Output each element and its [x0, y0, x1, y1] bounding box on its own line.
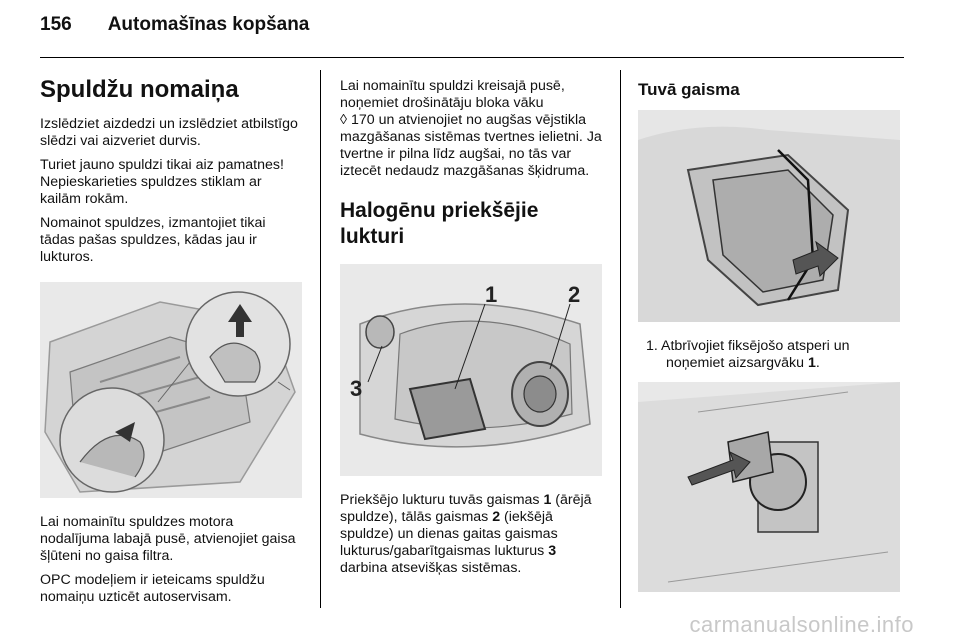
column-3 — [638, 80, 900, 592]
watermark: carmanualsonline.info — [689, 612, 914, 637]
paragraph — [340, 492, 602, 577]
page-section-title: Automašīnas kopšana — [107, 14, 310, 35]
section-heading: Tuvā gaisma — [638, 80, 740, 99]
page-header — [40, 14, 309, 36]
callout-1: 1 — [485, 282, 498, 307]
callout-2: 2 — [568, 282, 581, 307]
column-2 — [340, 78, 602, 584]
text-run: (ārējā spuldze), tālās gaismas — [340, 492, 592, 525]
header-rule — [40, 57, 904, 58]
paragraph: Nomainot spuldzes, izmantojiet tikai tādas pašas spuldzes, kādas jau ir lukturos. — [40, 215, 266, 265]
paragraph: Lai nomainītu spuldzes motora nodalījuma labajā pusē, atvienojiet gaisa šļūteni no gaisa filtra. — [40, 514, 296, 564]
bold-ref: 1 — [807, 355, 816, 371]
engine-bay-illustration — [40, 282, 302, 498]
text-run: Priekšējo lukturu tuvās gaismas — [340, 492, 544, 508]
paragraph: Turiet jauno spuldzi tikai aiz pamatnes! Nepieskarieties spuldzes stiklam ar kailām rokām. — [40, 157, 284, 207]
step-text: Atbrīvojiet fiksējošo atsperi un noņemiet aizsargvāku — [661, 338, 850, 371]
text-run: . — [815, 355, 820, 371]
column-divider-2 — [620, 70, 621, 608]
page-number: 156 — [40, 14, 72, 35]
paragraph-ref: ◊ 170 un atvienojiet no augšas vējstikla mazgāšanas sistēmas tvertnes ielietni. Ja tvertne ir pilna līdz augšai, no tās var iztecēt nedaudz mazgāšanas šķidruma. — [340, 112, 602, 179]
bulb-connector-illustration — [638, 382, 900, 592]
section-heading: Halogēnu priekšējie lukturi — [340, 199, 539, 248]
step-1 — [644, 338, 900, 372]
headlight-cover-illustration — [638, 110, 900, 322]
step-number: 1. — [646, 338, 658, 354]
bold-ref: 3 — [548, 543, 557, 559]
paragraph: Lai nomainītu spuldzi kreisajā pusē, noņemiet drošinātāju bloka vāku — [340, 78, 565, 111]
paragraph: OPC modeļiem ir ieteicams spuldžu nomaiņu uzticēt autoservisam. — [40, 572, 265, 605]
bold-ref: 1 — [543, 492, 552, 508]
paragraph: Izslēdziet aizdedzi un izslēdziet atbilstīgo slēdzi vai aizveriet durvis. — [40, 116, 298, 149]
callout-3: 3 — [350, 376, 363, 401]
section-heading: Spuldžu nomaiņa — [40, 76, 239, 103]
bold-ref: 2 — [492, 509, 501, 525]
text-run: darbina atsevišķas sistēmas. — [340, 560, 522, 576]
column-divider-1 — [320, 70, 321, 608]
column-1 — [40, 76, 302, 613]
headlight-illustration — [340, 264, 602, 476]
text-run: (iekšējā spuldze) un dienas gaitas gaismas lukturus/gabarītgaismas lukturus — [340, 509, 558, 559]
